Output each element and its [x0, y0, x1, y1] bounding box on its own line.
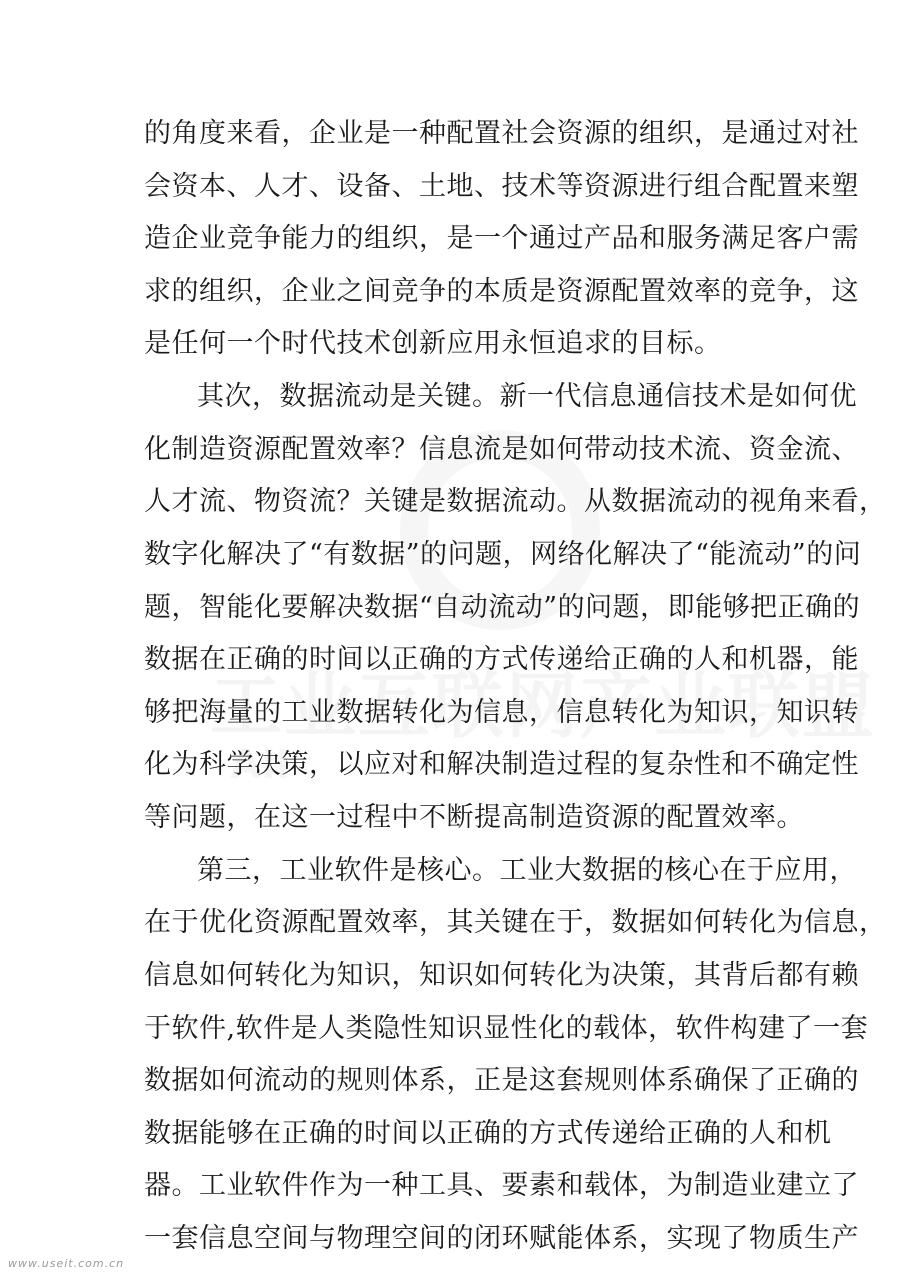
- text-line: 一套信息空间与物理空间的闭环赋能体系，实现了物质生产: [144, 1223, 859, 1254]
- text-line: 在于优化资源配置效率，其关键在于，数据如何转化为信息，: [144, 907, 887, 938]
- text-line: 题，智能化要解决数据“自动流动”的问题，即能够把正确的: [144, 592, 861, 623]
- text-line: 信息如何转化为知识，知识如何转化为决策，其背后都有赖: [144, 960, 859, 991]
- text-line: 造企业竞争能力的组织，是一个通过产品和服务满足客户需: [144, 223, 859, 254]
- text-line: 等问题，在这一过程中不断提高制造资源的配置效率。: [144, 802, 804, 833]
- paragraph-first-line: 第三，工业软件是核心。工业大数据的核心在于应用，: [197, 855, 857, 886]
- text-line: 够把海量的工业数据转化为信息，信息转化为知识，知识转: [144, 697, 859, 728]
- text-line: 求的组织，企业之间竞争的本质是资源配置效率的竞争，这: [144, 276, 859, 307]
- text-line: 数据在正确的时间以正确的方式传递给正确的人和机器，能: [144, 644, 859, 675]
- text-line: 数据如何流动的规则体系，正是这套规则体系确保了正确的: [144, 1065, 859, 1096]
- text-line: 数字化解决了“有数据”的问题，网络化解决了“能流动”的问: [144, 539, 862, 570]
- text-line: 的角度来看，企业是一种配置社会资源的组织，是通过对社: [144, 118, 859, 149]
- text-line: 数据能够在正确的时间以正确的方式传递给正确的人和机: [144, 1118, 832, 1149]
- text-line: 于软件,软件是人类隐性知识显性化的载体，软件构建了一套: [144, 1013, 869, 1044]
- footer-url: www.useit.com.cn: [8, 1257, 125, 1270]
- paragraph-first-line: 其次，数据流动是关键。新一代信息通信技术是如何优: [197, 381, 857, 412]
- text-line: 是任何一个时代技术创新应用永恒追求的目标。: [144, 328, 722, 359]
- text-line: 人才流、物资流？关键是数据流动。从数据流动的视角来看，: [144, 486, 887, 517]
- text-line: 会资本、人才、设备、土地、技术等资源进行组合配置来塑: [144, 171, 859, 202]
- text-line: 器。工业软件作为一种工具、要素和载体，为制造业建立了: [144, 1170, 859, 1201]
- text-line: 化制造资源配置效率？信息流是如何带动技术流、资金流、: [144, 434, 859, 465]
- text-line: 化为科学决策，以应对和解决制造过程的复杂性和不确定性: [144, 749, 859, 780]
